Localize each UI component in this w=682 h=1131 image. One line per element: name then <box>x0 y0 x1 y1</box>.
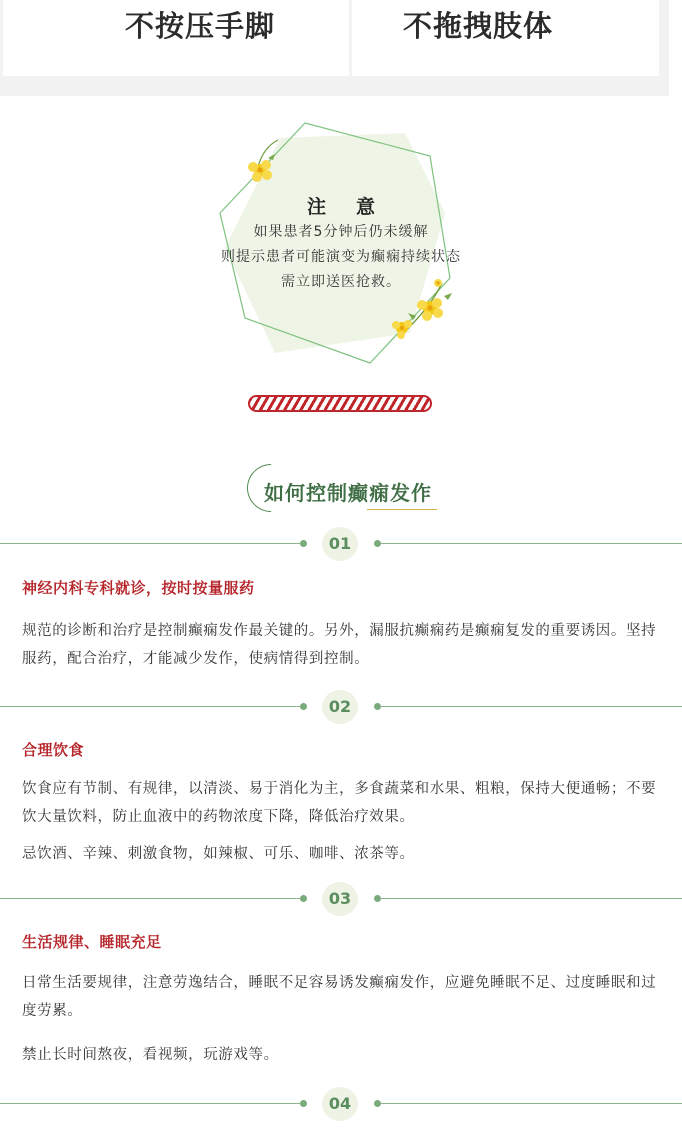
divider-line <box>0 898 300 899</box>
item-title-02: 合理饮食 <box>22 741 85 759</box>
divider-dot <box>300 895 307 902</box>
item-title-01: 神经内科专科就诊，按时按量服药 <box>22 579 255 597</box>
section-title: 如何控制癫痫发作 <box>264 481 432 505</box>
item-paragraph: 规范的诊断和治疗是控制癫痫发作最关键的。另外，漏服抗癫痫药是癫痫复发的重要诱因。坚持服药，配合治疗，才能减少发作，使病情得到控制。 <box>22 623 657 667</box>
divider-line <box>380 543 682 544</box>
divider-line <box>0 1103 300 1104</box>
top-banner <box>0 0 669 96</box>
banner-right-text: 不拖拽肢体 <box>403 9 554 43</box>
notice-frame <box>200 118 490 368</box>
number-badge: 04 <box>322 1087 358 1121</box>
divider-line <box>0 706 300 707</box>
number-divider-04 <box>0 1087 682 1121</box>
number-badge: 03 <box>322 882 358 916</box>
number-badge: 02 <box>322 690 358 724</box>
item-paragraph: 饮食应有节制、有规律，以清淡、易于消化为主，多食蔬菜和水果、粗粮，保持大便通畅；不要饮大量饮料，防止血液中的药物浓度下降，降低治疗效果。 <box>22 781 657 825</box>
divider-dot <box>300 1100 307 1107</box>
notice-line-1: 如果患者5分钟后仍未缓解 <box>253 224 429 240</box>
divider-line <box>380 706 682 707</box>
top-banner-card <box>3 0 659 76</box>
divider-dot <box>300 540 307 547</box>
banner-divider <box>349 0 352 76</box>
striped-divider <box>248 395 432 412</box>
notice-title: 注意 <box>306 196 405 218</box>
number-badge: 01 <box>322 527 358 561</box>
divider-line <box>380 1103 682 1104</box>
section-title-underline <box>367 509 437 510</box>
item-paragraph: 禁止长时间熬夜，看视频，玩游戏等。 <box>22 1047 279 1063</box>
notice-line-3: 需立即送医抢救。 <box>281 274 401 290</box>
item-paragraph: 忌饮酒、辛辣、刺激食物，如辣椒、可乐、咖啡、浓茶等。 <box>22 846 415 862</box>
notice-line-2: 则提示患者可能演变为癫痫持续状态 <box>221 249 461 265</box>
banner-left-text: 不按压手脚 <box>125 9 276 43</box>
number-divider-01 <box>0 527 682 561</box>
divider-dot <box>300 703 307 710</box>
divider-line <box>380 898 682 899</box>
item-paragraph: 日常生活要规律，注意劳逸结合，睡眠不足容易诱发癫痫发作，应避免睡眠不足、过度睡眠和过度劳累。 <box>22 975 657 1019</box>
number-divider-02 <box>0 690 682 724</box>
item-title-03: 生活规律、睡眠充足 <box>22 933 162 951</box>
divider-line <box>0 543 300 544</box>
number-divider-03 <box>0 882 682 916</box>
